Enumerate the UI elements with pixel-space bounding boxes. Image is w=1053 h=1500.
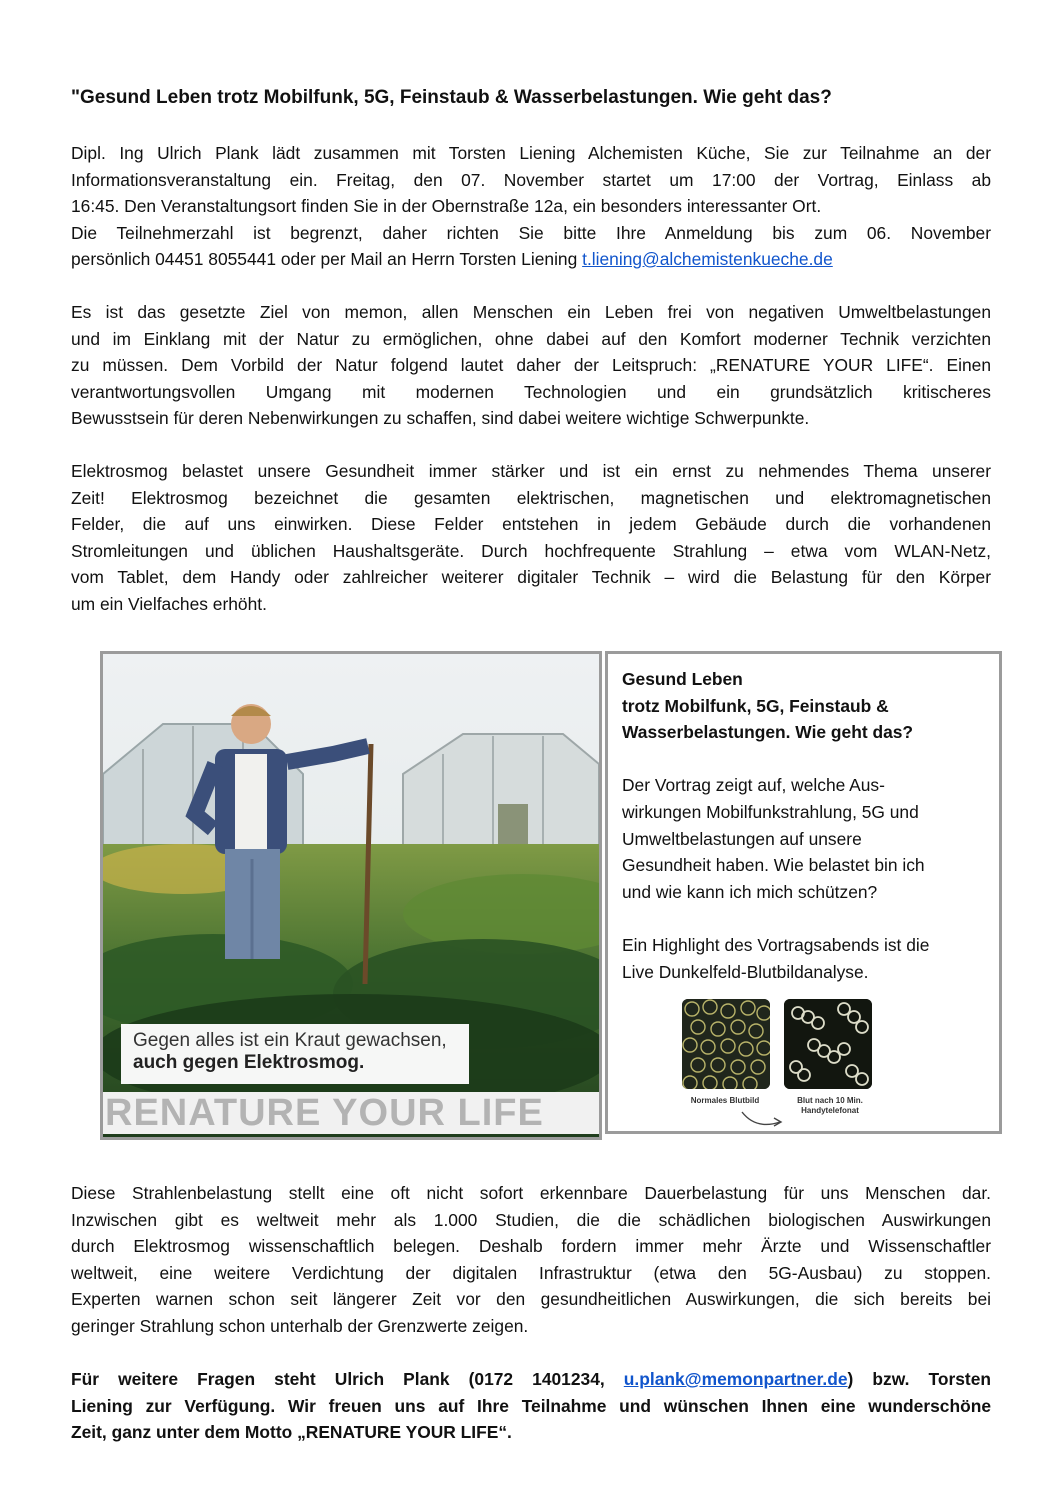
text-line: Elektrosmog belastet unsere Gesundheit immer stärker und ist ein ernst zu nehmendes Thema unserer bbox=[71, 461, 991, 481]
text-line: zu müssen. Dem Vorbild der Natur folgend lautet daher der Leitspruch: „RENATURE YOUR LIFE“. Einen bbox=[71, 355, 991, 375]
text-line: und im Einklang mit der Natur zu ermöglichen, ohne dabei auf den Komfort moderner Technik verzichten bbox=[71, 328, 991, 349]
info-body-line: Gesundheit haben. Wie belastet bin ich bbox=[622, 855, 925, 876]
renature-banner: RENATURE YOUR LIFE bbox=[103, 1092, 601, 1134]
text-line: Die Teilnehmerzahl ist begrenzt, daher richten Sie bitte Ihre Anmeldung bis zum 06. November bbox=[71, 222, 991, 243]
paragraph-contact bbox=[71, 1366, 991, 1446]
text-line: durch Elektrosmog wissenschaftlich belegen. Deshalb fordern immer mehr Ärzte und Wissenschaftler bbox=[71, 1236, 991, 1256]
text-line: Experten warnen schon seit längerer Zeit vor den gesundheitlichen Auswirkungen, die sich bereits bei bbox=[71, 1289, 991, 1309]
info-text bbox=[622, 666, 992, 985]
info-highlight-line: Live Dunkelfeld-Blutbildanalyse. bbox=[622, 961, 869, 982]
photo-caption bbox=[121, 1024, 469, 1084]
text-line: Zeit! Elektrosmog bezeichnet die gesamten elektrischen, magnetischen und elektromagnetischen bbox=[71, 487, 991, 508]
text-line: Liening zur Verfügung. Wir freuen uns auf Ihre Teilnahme und wünschen Ihnen eine wunderschöne bbox=[71, 1395, 991, 1416]
event-info-box bbox=[605, 651, 1002, 1134]
text-line bbox=[71, 1366, 991, 1393]
caption-line-1: Gegen alles ist ein Kraut gewachsen, bbox=[133, 1030, 447, 1051]
text-line: Es ist das gesetzte Ziel von memon, allen Menschen ein Leben frei von negativen Umweltbelastungen bbox=[71, 302, 991, 322]
text-line: Stromleitungen und üblichen Haushaltsgeräte. Durch hochfrequente Strahlung – etwa vom WLAN-Netz, bbox=[71, 540, 991, 561]
text-line bbox=[71, 246, 991, 273]
text-line: um ein Vielfaches erhöht. bbox=[71, 593, 267, 614]
normal-blood-image bbox=[682, 999, 770, 1089]
curved-arrow-icon bbox=[738, 1108, 788, 1132]
paragraph-memon-goal bbox=[71, 299, 991, 432]
info-heading-line: Gesund Leben bbox=[622, 669, 743, 689]
text-line: Bewusstsein für deren Nebenwirkungen zu schaffen, sind dabei weitere wichtige Schwerpunkte. bbox=[71, 408, 810, 428]
text-line: vom Tablet, dem Handy oder zahlreicher weiterer digitaler Technik – wird die Belastung für den Körper bbox=[71, 567, 991, 587]
email-link-plank[interactable]: u.plank@memonpartner.de bbox=[623, 1369, 848, 1389]
info-body-line: Umweltbelastungen auf unsere bbox=[622, 828, 862, 849]
normal-blood-cells bbox=[682, 999, 770, 1089]
caption-normal-blood: Normales Blutbild bbox=[690, 1096, 760, 1105]
email-link-liening[interactable]: t.liening@alchemistenkueche.de bbox=[582, 249, 833, 269]
paragraph-studies bbox=[71, 1180, 991, 1339]
text-line-end: ) bzw. Torsten bbox=[847, 1369, 992, 1389]
page-title: "Gesund Leben trotz Mobilfunk, 5G, Feinstaub & Wasserbelastungen. Wie geht das? bbox=[71, 87, 832, 108]
info-heading-line: Wasserbelastungen. Wie geht das? bbox=[622, 722, 914, 743]
info-highlight-line: Ein Highlight des Vortragsabends ist die bbox=[622, 934, 930, 955]
caption-line: Handytelefonat bbox=[801, 1106, 859, 1115]
info-body-line: wirkungen Mobilfunkstrahlung, 5G und bbox=[622, 801, 919, 822]
paragraph-invitation bbox=[71, 140, 991, 273]
text-line: geringer Strahlung schon unterhalb der Grenzwerte zeigen. bbox=[71, 1315, 529, 1336]
text-line: Inzwischen gibt es weltweit mehr als 1.000 Studien, die die schädlichen biologischen Auswirkungen bbox=[71, 1209, 991, 1230]
text-line: verantwortungsvollen Umgang mit modernen Technologien und ein grundsätzlich kritischeres bbox=[71, 381, 991, 402]
info-heading-line: trotz Mobilfunk, 5G, Feinstaub & bbox=[622, 695, 889, 716]
text-line: Diese Strahlenbelastung stellt eine oft nicht sofort erkennbare Dauerbelastung für uns Menschen dar. bbox=[71, 1183, 991, 1203]
caption-line: Blut nach 10 Min. bbox=[797, 1096, 863, 1105]
text-line-start: persönlich 04451 8055441 oder per Mail an Herrn Torsten Liening bbox=[71, 249, 583, 269]
info-body-line: Der Vortrag zeigt auf, welche Aus- bbox=[622, 775, 885, 796]
text-line: 16:45. Den Veranstaltungsort finden Sie in der Obernstraße 12a, ein besonders interessanter Ort. bbox=[71, 196, 822, 216]
text-line: Dipl. Ing Ulrich Plank lädt zusammen mit Torsten Liening Alchemisten Küche, Sie zur Teilnahme an der bbox=[71, 143, 991, 163]
text-line: Felder, die auf uns einwirken. Diese Felder entstehen in jedem Gebäude durch die vorhandenen bbox=[71, 514, 991, 534]
text-line: Zeit, ganz unter dem Motto „RENATURE YOUR LIFE“. bbox=[71, 1422, 512, 1442]
text-line: weltweit, eine weitere Verdichtung der digitalen Infrastruktur (etwa den 5G-Ausbau) zu stoppen. bbox=[71, 1262, 991, 1283]
farmer-greenhouse-photo bbox=[100, 651, 602, 1140]
text-line: Informationsveranstaltung ein. Freitag, den 07. November startet um 17:00 der Vortrag, Einlass ab bbox=[71, 169, 991, 190]
paragraph-elektrosmog bbox=[71, 458, 991, 617]
caption-blood-after-call bbox=[784, 1096, 876, 1116]
clumped-blood-cells bbox=[784, 999, 872, 1089]
info-body-line: und wie kann ich mich schützen? bbox=[622, 881, 878, 902]
caption-line-2: auch gegen Elektrosmog. bbox=[133, 1052, 365, 1073]
damaged-blood-image bbox=[784, 999, 872, 1089]
text-line-start: Für weitere Fragen steht Ulrich Plank (0172 1401234, bbox=[71, 1369, 624, 1389]
